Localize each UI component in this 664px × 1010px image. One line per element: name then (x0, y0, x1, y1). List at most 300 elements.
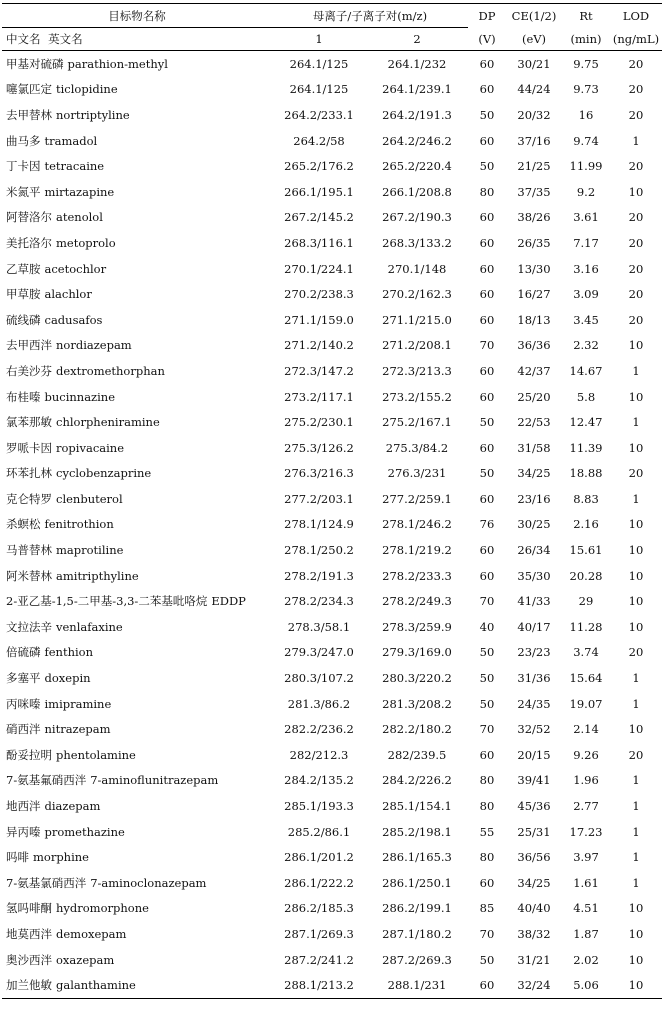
ion-pair-2-cell: 277.2/259.1 (382, 491, 452, 506)
compound-cn-name: 奥沙西泮 (6, 952, 52, 967)
compound-en-name: EDDP (211, 594, 246, 609)
rt-cell: 20.28 (569, 568, 603, 583)
ion-pair-1-cell: 285.1/193.3 (284, 799, 354, 814)
table-row (2, 102, 662, 128)
compound-name-cell (2, 768, 272, 794)
compound-en-name: tetracaine (44, 159, 105, 174)
ion-pair-2-cell: 284.2/226.2 (382, 773, 452, 788)
ce-cell: 30/21 (517, 56, 551, 71)
ion-pair-2-cell: 270.1/148 (387, 261, 447, 276)
ion-pair-1-cell: 275.2/230.1 (284, 415, 354, 430)
table-row (2, 77, 662, 103)
ion-pair-2-cell: 287.1/180.2 (382, 926, 452, 941)
dp-cell: 50 (479, 696, 495, 711)
ion-pair-2-cell: 268.3/133.2 (382, 235, 452, 250)
rt-cell: 19.07 (569, 696, 603, 711)
table-row (2, 921, 662, 947)
table-row (2, 563, 662, 589)
compound-cn-name: 7-氨基氟硝西泮 (6, 773, 87, 788)
ion-pair-1-cell: 271.2/140.2 (284, 338, 354, 353)
compound-name-cell (2, 972, 272, 998)
compound-en-name: 7-aminoflunitrazepam (90, 773, 219, 788)
ce-cell: 25/31 (517, 824, 551, 839)
dp-cell: 50 (479, 952, 495, 967)
compound-name-cell (2, 563, 272, 589)
lod-cell: 1 (632, 363, 640, 378)
dp-cell: 50 (479, 159, 495, 174)
ce-cell: 45/36 (517, 799, 551, 814)
table-row (2, 358, 662, 384)
compound-name-cell (2, 947, 272, 973)
compound-name-cell (2, 614, 272, 640)
dp-cell: 60 (479, 312, 495, 327)
ion-pair-2-cell: 282.2/180.2 (382, 722, 452, 737)
ce-cell: 20/32 (517, 107, 551, 122)
compound-cn-name: 阿米替林 (6, 568, 52, 583)
ion-pair-1-cell: 277.2/203.1 (284, 491, 354, 506)
ce-cell: 40/40 (517, 901, 551, 916)
dp-cell: 60 (479, 287, 495, 302)
compound-cn-name: 丁卡因 (6, 159, 41, 174)
compound-name-cell (2, 230, 272, 256)
compound-en-name: promethazine (44, 824, 125, 839)
ce-cell: 39/41 (517, 773, 551, 788)
compound-en-name: doxepin (44, 671, 91, 686)
compound-cn-name: 地莫西泮 (6, 926, 52, 941)
rt-cell: 15.64 (569, 671, 603, 686)
ce-cell: 31/58 (517, 440, 551, 455)
lod-cell: 20 (628, 210, 644, 225)
lod-cell: 1 (632, 133, 640, 148)
lod-cell: 1 (632, 799, 640, 814)
dp-cell: 40 (479, 619, 495, 634)
rt-cell: 2.77 (573, 799, 599, 814)
dp-cell: 60 (468, 972, 506, 998)
table-row (2, 972, 662, 998)
compound-cn-name: 吗啡 (6, 850, 29, 865)
ce-cell: 23/23 (517, 645, 551, 660)
ce-cell: 18/13 (517, 312, 551, 327)
lod-cell: 10 (628, 338, 644, 353)
table-row (2, 409, 662, 435)
ion-pair-2-cell: 266.1/208.8 (382, 184, 452, 199)
compound-en-name: 7-aminoclonazepam (90, 875, 207, 890)
table-row (2, 768, 662, 794)
ion-pair-1-cell: 278.2/191.3 (284, 568, 354, 583)
ion-pair-2-cell: 271.1/215.0 (382, 312, 452, 327)
ion-pair-2-cell: 273.2/155.2 (382, 389, 452, 404)
lod-cell: 20 (628, 56, 644, 71)
rt-cell: 9.73 (573, 82, 599, 97)
lod-cell: 10 (628, 926, 644, 941)
compound-name-cell (2, 77, 272, 103)
compound-cn-name: 杀螟松 (6, 517, 41, 532)
compound-name-cell (2, 281, 272, 307)
table-body (2, 51, 662, 999)
ion-pair-1-cell: 270.2/238.3 (284, 287, 354, 302)
compound-en-name: tramadol (44, 133, 98, 148)
lod-cell: 10 (628, 619, 644, 634)
rt-cell: 9.2 (576, 184, 596, 199)
lod-cell: 10 (628, 568, 644, 583)
compound-en-name: hydromorphone (56, 901, 149, 916)
compound-name-cell (2, 102, 272, 128)
ion-pair-2-cell: 278.2/233.3 (382, 568, 452, 583)
compound-name-cell (2, 128, 272, 154)
rt-cell: 1.87 (573, 926, 599, 941)
lod-cell: 1 (632, 671, 640, 686)
table-row (2, 281, 662, 307)
lod-cell: 10 (628, 594, 644, 609)
ion-pair-1-cell: 287.1/269.3 (284, 926, 354, 941)
rt-cell: 29 (578, 594, 594, 609)
table-row (2, 614, 662, 640)
ce-cell: 37/35 (517, 184, 551, 199)
lod-cell: 1 (632, 696, 640, 711)
lod-cell: 20 (628, 312, 644, 327)
lod-cell: 20 (628, 287, 644, 302)
dp-cell: 70 (479, 722, 495, 737)
compound-en-name: venlafaxine (56, 619, 123, 634)
ion-pair-1-cell: 264.1/125 (289, 56, 349, 71)
compound-en-name: bucinnazine (44, 389, 116, 404)
dp-cell: 60 (479, 261, 495, 276)
compound-en-name: maprotiline (56, 543, 124, 558)
compound-cn-name: 罗哌卡因 (6, 440, 52, 455)
compound-name-cell (2, 205, 272, 231)
lod-cell: 1 (632, 850, 640, 865)
ion-pair-2-cell: 286.1/250.1 (382, 875, 452, 890)
dp-cell: 60 (479, 491, 495, 506)
header-dp-unit: (V) (468, 28, 506, 51)
ion-pair-2-cell: 286.1/165.3 (382, 850, 452, 865)
ion-pair-2-cell: 287.2/269.3 (382, 952, 452, 967)
compound-en-name: mirtazapine (44, 184, 115, 199)
ion-pair-1-cell: 286.1/201.2 (284, 850, 354, 865)
ce-cell: 36/36 (517, 338, 551, 353)
compound-cn-name: 多塞平 (6, 671, 41, 686)
compound-name-cell (2, 153, 272, 179)
table-row (2, 640, 662, 666)
compound-name-cell (2, 512, 272, 538)
ce-cell: 34/25 (517, 875, 551, 890)
rt-cell: 12.47 (569, 415, 603, 430)
rt-cell: 14.67 (569, 363, 603, 378)
compound-name-cell (2, 358, 272, 384)
lod-cell: 10 (628, 389, 644, 404)
compound-en-name: cyclobenzaprine (56, 466, 152, 481)
ce-cell: 34/25 (517, 466, 551, 481)
dp-cell: 60 (479, 543, 495, 558)
ion-pair-2-cell: 265.2/220.4 (382, 159, 452, 174)
ion-pair-1-cell: 284.2/135.2 (284, 773, 354, 788)
ce-cell: 36/56 (517, 850, 551, 865)
ce-cell: 16/27 (517, 287, 551, 302)
ion-pair-1-cell: 264.2/58 (293, 133, 345, 148)
ion-pair-1-cell: 278.1/250.2 (284, 543, 354, 558)
ion-pair-2-cell: 272.3/213.3 (382, 363, 452, 378)
rt-cell: 2.02 (573, 952, 599, 967)
ion-pair-1-cell: 287.2/241.2 (284, 952, 354, 967)
compound-cn-name: 2-亚乙基-1,5-二甲基-3,3-二苯基吡咯烷 (6, 594, 208, 609)
lod-cell: 1 (632, 824, 640, 839)
table-row (2, 537, 662, 563)
compound-en-name: galanthamine (56, 978, 136, 993)
ce-cell: 44/24 (517, 82, 551, 97)
lod-cell: 20 (628, 235, 644, 250)
compound-cn-name: 美托洛尔 (6, 235, 52, 250)
rt-cell: 3.74 (573, 645, 599, 660)
compound-cn-name: 加兰他敏 (6, 978, 52, 993)
ce-cell: 31/36 (517, 671, 551, 686)
compound-en-name: phentolamine (56, 747, 136, 762)
compound-cn-name: 米氮平 (6, 184, 41, 199)
header-name-columns (2, 28, 272, 51)
lod-cell: 20 (628, 107, 644, 122)
dp-cell: 50 (479, 415, 495, 430)
header-target-name: 目标物名称 (2, 4, 272, 28)
rt-cell: 4.51 (573, 901, 599, 916)
dp-cell: 70 (479, 926, 495, 941)
header-lod: LOD (610, 4, 662, 28)
compound-cn-name: 克仑特罗 (6, 491, 52, 506)
ion-pair-2-cell: 271.2/208.1 (382, 338, 452, 353)
ion-pair-2-cell: 281.3/208.2 (382, 696, 452, 711)
compound-cn-name: 噻氯匹定 (6, 82, 52, 97)
dp-cell: 85 (479, 901, 495, 916)
rt-cell: 5.8 (576, 389, 596, 404)
ce-cell: 32/52 (517, 722, 551, 737)
lod-cell: 10 (628, 517, 644, 532)
dp-cell: 80 (479, 773, 495, 788)
ion-pair-1-cell: 288.1/213.2 (272, 972, 366, 998)
table-row (2, 742, 662, 768)
compound-cn-name: 文拉法辛 (6, 619, 52, 634)
header-dp: DP (468, 4, 506, 28)
compound-cn-name: 倍硫磷 (6, 645, 41, 660)
ion-pair-1-cell: 285.2/86.1 (287, 824, 351, 839)
table-row (2, 716, 662, 742)
compound-en-name: ticlopidine (56, 82, 118, 97)
compound-name-cell (2, 640, 272, 666)
compound-cn-name: 硝西泮 (6, 722, 41, 737)
ion-pair-1-cell: 278.2/234.3 (284, 594, 354, 609)
compound-en-name: demoxepam (56, 926, 127, 941)
compound-en-name: diazepam (44, 799, 101, 814)
ion-pair-2-cell: 286.2/199.1 (382, 901, 452, 916)
ion-pair-1-cell: 278.1/124.9 (284, 517, 354, 532)
compound-en-name: morphine (33, 850, 89, 865)
rt-cell: 1.61 (573, 875, 599, 890)
dp-cell: 60 (479, 440, 495, 455)
ion-pair-1-cell: 271.1/159.0 (284, 312, 354, 327)
table-row (2, 205, 662, 231)
ion-pair-1-cell: 265.2/176.2 (284, 159, 354, 174)
compound-en-name: imipramine (44, 696, 112, 711)
header-lod-unit: (ng/mL) (610, 28, 662, 51)
compound-en-name: alachlor (44, 287, 92, 302)
table-row (2, 230, 662, 256)
ion-pair-1-cell: 266.1/195.1 (284, 184, 354, 199)
lod-cell: 20 (628, 82, 644, 97)
table-row (2, 665, 662, 691)
header-ce: CE(1/2) (506, 4, 562, 28)
header-rt: Rt (562, 4, 610, 28)
compound-cn-name: 阿替洛尔 (6, 210, 52, 225)
compound-cn-name: 酚妥拉明 (6, 747, 52, 762)
compound-name-cell (2, 870, 272, 896)
ce-cell: 31/21 (517, 952, 551, 967)
compound-name-cell (2, 333, 272, 359)
ion-pair-1-cell: 278.3/58.1 (287, 619, 351, 634)
rt-cell: 11.28 (569, 619, 603, 634)
compound-name-cell (2, 435, 272, 461)
ion-pair-2-cell: 270.2/162.3 (382, 287, 452, 302)
ion-pair-1-cell: 270.1/224.1 (284, 261, 354, 276)
rt-cell: 3.97 (573, 850, 599, 865)
table-row (2, 51, 662, 77)
ion-pair-2-cell: 264.1/232 (387, 56, 447, 71)
dp-cell: 70 (479, 338, 495, 353)
table-row (2, 870, 662, 896)
table-row (2, 256, 662, 282)
compound-name-cell (2, 588, 272, 614)
table-row (2, 486, 662, 512)
table-row (2, 896, 662, 922)
compound-en-name: parathion-methyl (67, 56, 168, 71)
compound-en-name: fenitrothion (44, 517, 114, 532)
ce-cell: 42/37 (517, 363, 551, 378)
ion-pair-2-cell: 282/239.5 (387, 747, 447, 762)
compound-en-name: chlorpheniramine (56, 415, 160, 430)
ce-cell: 13/30 (517, 261, 551, 276)
lod-cell: 10 (610, 972, 662, 998)
ion-pair-2-cell: 278.2/249.3 (382, 594, 452, 609)
rt-cell: 8.83 (573, 491, 599, 506)
ce-cell: 30/25 (517, 517, 551, 532)
ion-pair-1-cell: 264.2/233.1 (284, 107, 354, 122)
table-row (2, 793, 662, 819)
ion-pair-1-cell: 279.3/247.0 (284, 645, 354, 660)
rt-cell: 11.39 (569, 440, 603, 455)
ce-cell: 26/34 (517, 543, 551, 558)
ce-cell: 22/53 (517, 415, 551, 430)
compound-cn-name: 7-氨基氯硝西泮 (6, 875, 87, 890)
compound-cn-name: 丙咪嗪 (6, 696, 41, 711)
ion-pair-1-cell: 281.3/86.2 (287, 696, 351, 711)
table-header (2, 4, 662, 51)
rt-cell: 9.75 (573, 56, 599, 71)
table-row (2, 333, 662, 359)
compound-name-cell (2, 716, 272, 742)
compound-name-cell (2, 665, 272, 691)
table-row (2, 947, 662, 973)
compound-name-cell (2, 409, 272, 435)
lod-cell: 20 (628, 466, 644, 481)
table-row (2, 153, 662, 179)
ion-pair-1-cell: 282.2/236.2 (284, 722, 354, 737)
ion-pair-2-cell: 264.2/191.3 (382, 107, 452, 122)
lod-cell: 10 (628, 184, 644, 199)
rt-cell: 3.61 (573, 210, 599, 225)
compound-en-name: clenbuterol (56, 491, 123, 506)
ion-pair-1-cell: 275.3/126.2 (284, 440, 354, 455)
compound-name-cell (2, 51, 272, 77)
lod-cell: 1 (632, 415, 640, 430)
ce-cell: 24/35 (517, 696, 551, 711)
compound-en-name: nitrazepam (44, 722, 111, 737)
ion-pair-1-cell: 280.3/107.2 (284, 671, 354, 686)
compound-cn-name: 去甲西泮 (6, 338, 52, 353)
compound-en-name: metoprolo (56, 235, 116, 250)
compound-name-cell (2, 307, 272, 333)
ion-pair-2-cell: 285.1/154.1 (382, 799, 452, 814)
table-row (2, 819, 662, 845)
dp-cell: 80 (479, 850, 495, 865)
compound-cn-name: 马普替林 (6, 543, 52, 558)
lod-cell: 20 (628, 645, 644, 660)
lod-cell: 10 (628, 901, 644, 916)
compound-cn-name: 曲马多 (6, 133, 41, 148)
dp-cell: 76 (479, 517, 495, 532)
ce-cell: 40/17 (517, 619, 551, 634)
table-row (2, 307, 662, 333)
rt-cell: 11.99 (569, 159, 603, 174)
table-row (2, 435, 662, 461)
lod-cell: 10 (628, 722, 644, 737)
ion-pair-1-cell: 282/212.3 (289, 747, 349, 762)
compound-cn-name: 环苯扎林 (6, 466, 52, 481)
dp-cell: 50 (479, 671, 495, 686)
rt-cell: 3.09 (573, 287, 599, 302)
ion-pair-2-cell: 264.1/239.1 (382, 82, 452, 97)
compound-cn-name: 布桂嗪 (6, 389, 41, 404)
ion-pair-1-cell: 264.1/125 (289, 82, 349, 97)
lod-cell: 10 (628, 543, 644, 558)
compound-en-name: ropivacaine (56, 440, 125, 455)
ce-cell: 20/15 (517, 747, 551, 762)
lod-cell: 20 (628, 747, 644, 762)
header-cn-name: 中文名 (6, 32, 41, 46)
table-row (2, 179, 662, 205)
ion-pair-2-cell: 267.2/190.3 (382, 210, 452, 225)
ion-pair-2-cell: 288.1/231 (366, 972, 468, 998)
dp-cell: 60 (479, 389, 495, 404)
rt-cell: 1.96 (573, 773, 599, 788)
ce-cell: 35/30 (517, 568, 551, 583)
ion-pair-1-cell: 267.2/145.2 (284, 210, 354, 225)
rt-cell: 15.61 (569, 543, 603, 558)
compound-cn-name: 氯苯那敏 (6, 415, 52, 430)
compound-cn-name: 甲草胺 (6, 287, 41, 302)
compound-cn-name: 硫线磷 (6, 312, 41, 327)
lod-cell: 10 (628, 952, 644, 967)
header-ce-unit: (eV) (506, 28, 562, 51)
ce-cell: 26/35 (517, 235, 551, 250)
ion-pair-2-cell: 275.2/167.1 (382, 415, 452, 430)
rt-cell: 3.16 (573, 261, 599, 276)
ion-pair-2-cell: 279.3/169.0 (382, 645, 452, 660)
rt-cell: 5.06 (562, 972, 610, 998)
dp-cell: 50 (479, 107, 495, 122)
ce-cell: 38/26 (517, 210, 551, 225)
compound-en-name: fenthion (44, 645, 94, 660)
header-ion-2: 2 (366, 28, 468, 51)
ion-pair-2-cell: 276.3/231 (387, 466, 447, 481)
dp-cell: 50 (479, 645, 495, 660)
compound-cn-name: 去甲替林 (6, 107, 52, 122)
dp-cell: 60 (479, 747, 495, 762)
